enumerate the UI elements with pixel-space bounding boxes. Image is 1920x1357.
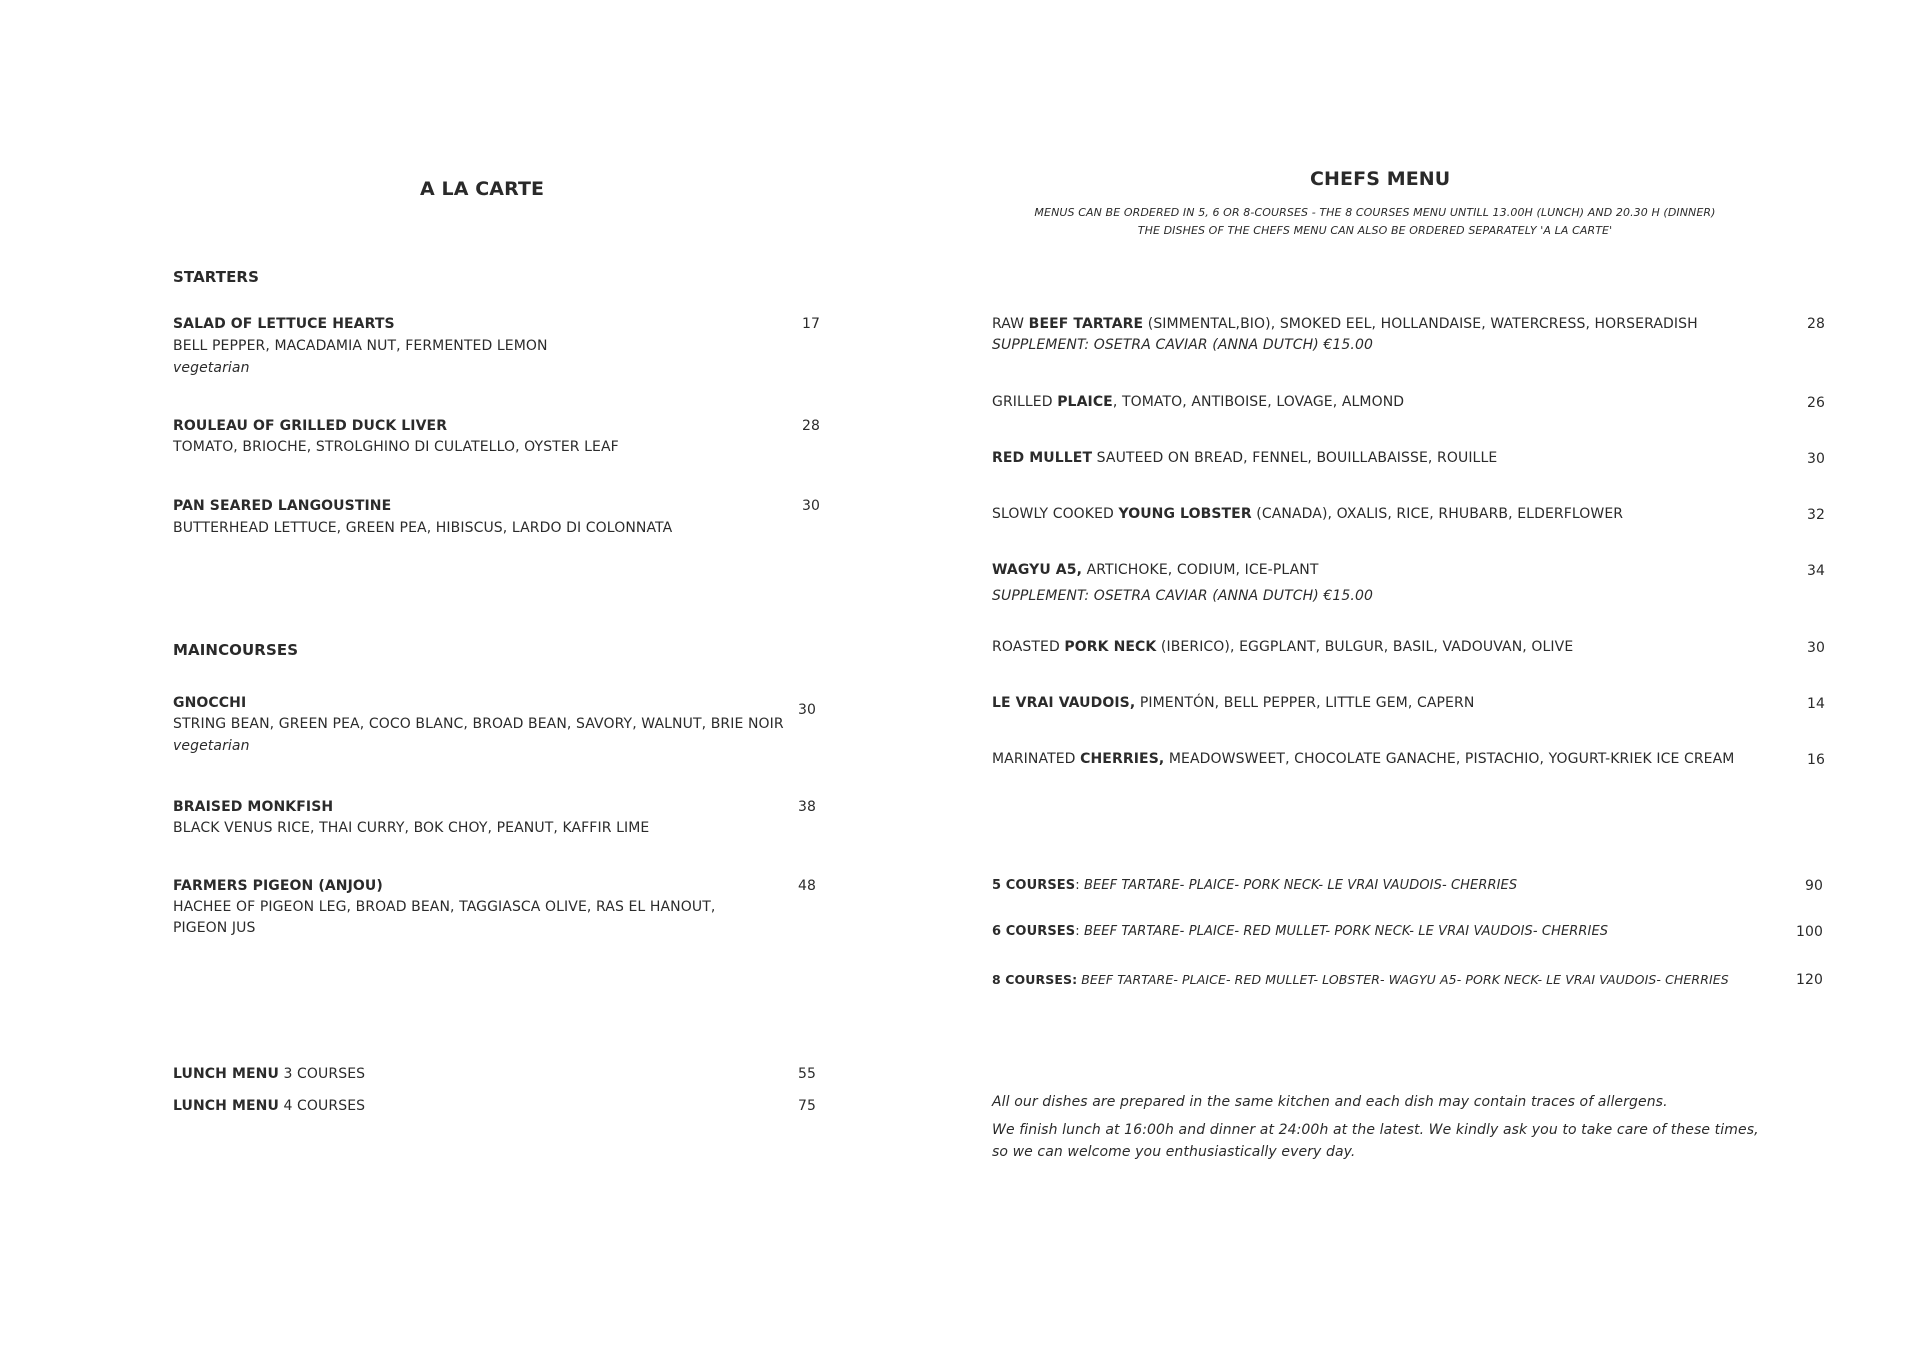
dish-description-cont: PIGEON JUS (173, 920, 256, 936)
dish-supplement: SUPPLEMENT: OSETRA CAVIAR (ANNA DUTCH) €15.00 (992, 588, 1373, 604)
dish-description: PIMENTÓN, BELL PEPPER, LITTLE GEM, CAPERN (1135, 695, 1475, 711)
subtitle-line-1: MENUS CAN BE ORDERED IN 5, 6 OR 8-COURSES - THE 8 COURSES MENU UNTILL 13.00H (LUNCH) AND 20.30 H (DINNER) (1034, 206, 1716, 219)
dish-description: (SIMMENTAL,BIO), SMOKED EEL, HOLLANDAISE, WATERCRESS, HORSERADISH (1143, 316, 1698, 332)
dish-prefix: SLOWLY COOKED (992, 506, 1119, 522)
dish-description: BELL PEPPER, MACADAMIA NUT, FERMENTED LEMON (173, 338, 548, 354)
course-sep: : (1075, 924, 1080, 939)
dish-description: HACHEE OF PIGEON LEG, BROAD BEAN, TAGGIASCA OLIVE, RAS EL HANOUT, (173, 899, 716, 915)
dish-description: ARTICHOKE, CODIUM, ICE-PLANT (1082, 562, 1319, 578)
dish-note: vegetarian (173, 738, 250, 754)
menu-item (173, 496, 672, 539)
maincourses-heading: MAINCOURSES (173, 641, 299, 659)
chefs-dish (992, 637, 1573, 658)
dish-description: STRING BEAN, GREEN PEA, COCO BLANC, BROAD BEAN, SAVORY, WALNUT, BRIE NOIR (173, 716, 784, 732)
course-label: 6 COURSES (992, 924, 1076, 939)
course-menu-8 (992, 970, 1729, 990)
dish-description: , TOMATO, ANTIBOISE, LOVAGE, ALMOND (1112, 394, 1405, 410)
footer-notes (992, 1091, 1759, 1163)
dish-price: 38 (797, 799, 816, 815)
lunch-label: LUNCH MENU (173, 1098, 279, 1114)
chefs-dish (992, 749, 1735, 770)
dish-price: 28 (1806, 316, 1825, 332)
dish-description: BUTTERHEAD LETTUCE, GREEN PEA, HIBISCUS, LARDO DI COLONNATA (173, 520, 673, 536)
dish-price: 28 (801, 418, 820, 434)
times-note-line-2: so we can welcome you enthusiastically every day. (992, 1144, 1356, 1160)
dish-price: 34 (1806, 563, 1825, 579)
lunch-price: 55 (797, 1066, 816, 1082)
menu-item (173, 693, 784, 757)
dish-price: 30 (801, 498, 820, 514)
lunch-menu-4 (173, 1096, 365, 1117)
dish-line (992, 314, 1698, 335)
course-label: 8 COURSES: (992, 972, 1078, 987)
course-menu-6 (992, 922, 1608, 942)
dish-name: GNOCCHI (173, 695, 247, 711)
dish-prefix: RAW (992, 316, 1029, 332)
menu-item (173, 876, 715, 939)
dish-line (992, 560, 1373, 581)
lunch-menu-3 (173, 1064, 365, 1085)
dish-price: 30 (1806, 640, 1825, 656)
dish-description: BLACK VENUS RICE, THAI CURRY, BOK CHOY, PEANUT, KAFFIR LIME (173, 820, 650, 836)
dish-name: YOUNG LOBSTER (1118, 506, 1252, 522)
chefs-dish (992, 314, 1698, 356)
dish-name: ROULEAU OF GRILLED DUCK LIVER (173, 418, 448, 434)
course-price: 100 (1795, 924, 1823, 940)
dish-price: 26 (1806, 395, 1825, 411)
menu-item (173, 314, 548, 379)
dish-prefix: MARINATED (992, 751, 1081, 767)
lunch-label: LUNCH MENU (173, 1066, 279, 1082)
course-list: BEEF TARTARE- PLAICE- RED MULLET- LOBSTER- WAGYU A5- PORK NECK- LE VRAI VAUDOIS- CHERRIES (1077, 972, 1729, 987)
dish-name: WAGYU A5, (992, 562, 1083, 578)
dish-price: 32 (1806, 507, 1825, 523)
chefs-menu-title: CHEFS MENU (1310, 168, 1451, 190)
starters-heading: STARTERS (173, 268, 259, 286)
dish-name: RED MULLET (992, 450, 1093, 466)
course-price: 120 (1795, 972, 1823, 988)
lunch-courses: 4 COURSES (278, 1098, 366, 1114)
dish-name: SALAD OF LETTUCE HEARTS (173, 316, 395, 332)
chefs-dish (992, 504, 1623, 525)
lunch-courses: 3 COURSES (278, 1066, 366, 1082)
dish-line (992, 392, 1404, 413)
dish-line (992, 637, 1573, 658)
dish-description: MEADOWSWEET, CHOCOLATE GANACHE, PISTACHIO, YOGURT-KRIEK ICE CREAM (1164, 751, 1735, 767)
dish-name: PORK NECK (1064, 639, 1157, 655)
dish-description: (IBERICO), EGGPLANT, BULGUR, BASIL, VADOUVAN, OLIVE (1156, 639, 1574, 655)
dish-note: vegetarian (173, 360, 250, 376)
dish-price: 14 (1806, 696, 1825, 712)
subtitle-line-2: THE DISHES OF THE CHEFS MENU CAN ALSO BE ORDERED SEPARATELY 'A LA CARTE' (1137, 224, 1613, 237)
chefs-dish (992, 392, 1404, 413)
times-note-line-1: We finish lunch at 16:00h and dinner at 24:00h at the latest. We kindly ask you to take care of these times, (992, 1122, 1759, 1138)
dish-prefix: GRILLED (992, 394, 1058, 410)
course-menu-5 (992, 876, 1517, 896)
dish-line (992, 693, 1474, 714)
dish-price: 16 (1806, 752, 1825, 768)
menu-item (173, 797, 649, 839)
chefs-dish (992, 693, 1474, 714)
dish-supplement: SUPPLEMENT: OSETRA CAVIAR (ANNA DUTCH) €15.00 (992, 337, 1373, 353)
dish-name: BEEF TARTARE (1028, 316, 1144, 332)
course-label: 5 COURSES (992, 878, 1076, 893)
chefs-menu-subtitle (1000, 204, 1750, 240)
dish-name: LE VRAI VAUDOIS, (992, 695, 1136, 711)
chefs-dish (992, 448, 1497, 469)
dish-description: TOMATO, BRIOCHE, STROLGHINO DI CULATELLO, OYSTER LEAF (173, 439, 619, 455)
dish-name: BRAISED MONKFISH (173, 799, 334, 815)
dish-price: 48 (797, 878, 816, 894)
menu-item (173, 416, 619, 458)
course-sep: : (1075, 878, 1080, 893)
allergen-note: All our dishes are prepared in the same kitchen and each dish may contain traces of allergens. (992, 1094, 1668, 1110)
chefs-dish (992, 560, 1373, 607)
alacarte-title: A LA CARTE (420, 178, 545, 200)
dish-line (992, 504, 1623, 525)
dish-description: SAUTEED ON BREAD, FENNEL, BOUILLABAISSE, ROUILLE (1092, 450, 1498, 466)
dish-line (992, 749, 1735, 770)
course-list: BEEF TARTARE- PLAICE- RED MULLET- PORK NECK- LE VRAI VAUDOIS- CHERRIES (1079, 924, 1609, 939)
dish-price: 30 (797, 702, 816, 718)
dish-prefix: ROASTED (992, 639, 1065, 655)
course-list: BEEF TARTARE- PLAICE- PORK NECK- LE VRAI VAUDOIS- CHERRIES (1079, 878, 1518, 893)
dish-description: (CANADA), OXALIS, RICE, RHUBARB, ELDERFLOWER (1251, 506, 1624, 522)
lunch-price: 75 (797, 1098, 816, 1114)
dish-name: FARMERS PIGEON (ANJOU) (173, 878, 383, 894)
dish-price: 30 (1806, 451, 1825, 467)
dish-name: PAN SEARED LANGOUSTINE (173, 498, 392, 514)
dish-name: PLAICE (1057, 394, 1113, 410)
dish-name: CHERRIES, (1080, 751, 1165, 767)
dish-line (992, 448, 1497, 469)
dish-price: 17 (801, 316, 820, 332)
course-price: 90 (1804, 878, 1823, 894)
